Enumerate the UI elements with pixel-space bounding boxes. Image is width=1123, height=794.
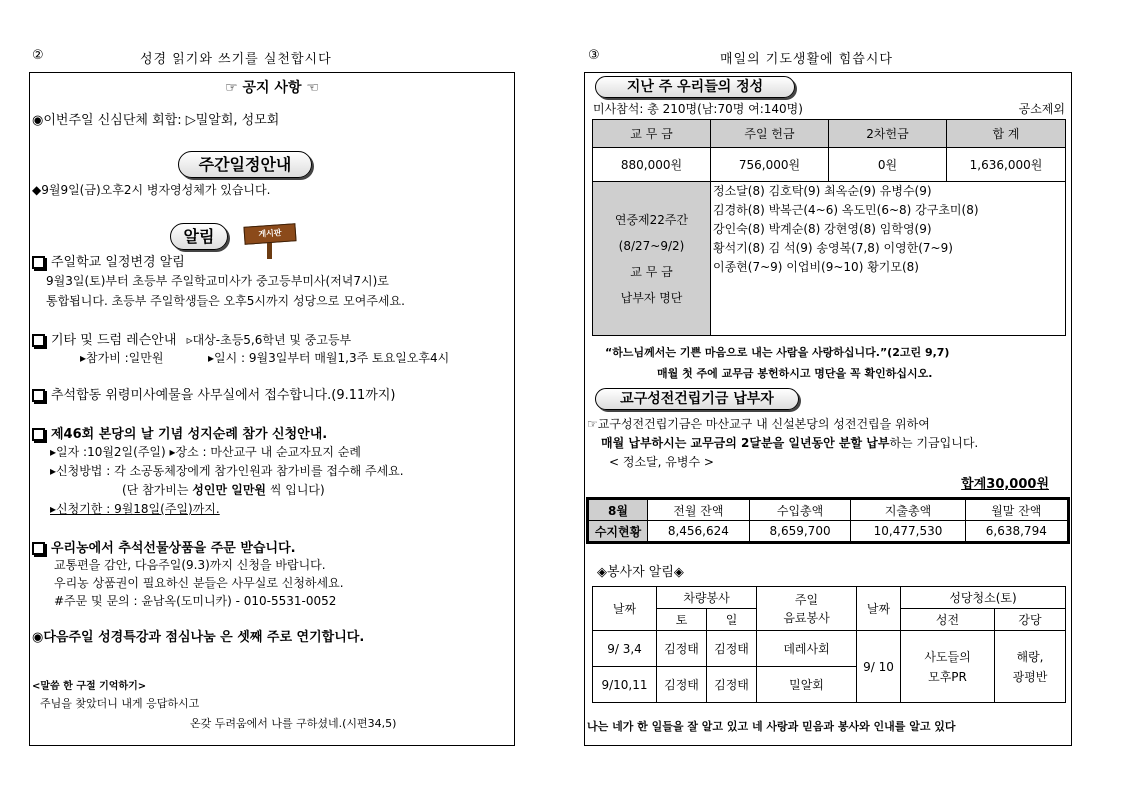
vol-row2-sat: 김정태 — [657, 667, 707, 703]
left-page — [29, 72, 515, 746]
s5-line3: #주문 및 문의 : 윤남옥(도미니카) - 010-5531-0052 — [54, 594, 337, 608]
offer-value: 0원 — [829, 148, 947, 182]
alert-title: 알림 — [170, 223, 228, 250]
donor-label-line: 교 무 금 — [630, 264, 673, 279]
weekly-schedule-title: 주간일정안내 — [178, 151, 312, 178]
checkbox-icon — [32, 256, 45, 269]
s5-line1: 교통편을 감안, 다음주일(9.3)까지 신청을 바랍니다. — [54, 558, 326, 572]
checkbox-icon — [32, 334, 45, 347]
s4-line3b: 성인만 일만원 — [192, 483, 267, 497]
vol-row2-date: 9/10,11 — [593, 667, 657, 703]
budget-label: 수지현황 — [588, 521, 648, 543]
page-number-right: ③ — [588, 48, 601, 63]
donor-line: 김경하(8) 박복근(4~6) 옥도민(6~8) 강구초미(8) — [713, 203, 979, 217]
vol-date-header: 날짜 — [593, 587, 657, 631]
budget-value: 8,659,700 — [749, 521, 851, 543]
budget-header: 수입총액 — [749, 499, 851, 521]
notice-title: ☞ 공지 사항 ☜ — [225, 80, 319, 96]
checkbox-icon — [32, 542, 45, 555]
donor-line: 황석기(8) 김 석(9) 송영복(7,8) 이영한(7~9) — [713, 241, 953, 255]
volunteer-title: ◈봉사자 알림◈ — [597, 565, 684, 580]
vol-row1-date: 9/ 3,4 — [593, 631, 657, 667]
donor-label — [593, 182, 711, 336]
fund-names: < 정소달, 유병수 > — [609, 455, 714, 469]
offer-value: 1,636,000원 — [947, 148, 1066, 182]
right-page — [584, 72, 1072, 746]
vol-row1-drink: 데레사회 — [757, 631, 857, 667]
vol-sanct-header: 성전 — [901, 609, 995, 631]
s4-line2: ▸신청방법 : 각 소공동체장에게 참가인원과 참가비를 접수해 주세요. — [50, 464, 404, 478]
vol-row1-sat: 김정태 — [657, 631, 707, 667]
donor-label-line: 연중제22주간 — [614, 212, 689, 227]
s1-line2: 통합됩니다. 초등부 주일학생들은 오후5시까지 성당으로 모여주세요. — [46, 294, 405, 308]
offer-value: 880,000원 — [593, 148, 711, 182]
s1-title: 주일학교 일정변경 알림 — [51, 255, 185, 270]
verse-title: <말씀 한 구절 기억하기> — [32, 681, 147, 692]
vol-row2-sun: 김정태 — [707, 667, 757, 703]
donor-line: 이종현(7~9) 이업비(9~10) 황기모(8) — [713, 260, 919, 274]
meeting-line: ◉이번주일 신심단체 회합: ▷밀알회, 성모회 — [32, 113, 280, 128]
checkbox-icon — [32, 428, 45, 441]
donor-line: 강인숙(8) 박계순(8) 강현영(8) 임학영(9) — [713, 222, 932, 236]
offer-header: 주일 헌금 — [711, 120, 829, 148]
offer-value: 756,000원 — [711, 148, 829, 182]
offer-header: 교 무 금 — [593, 120, 711, 148]
donor-list — [711, 182, 1066, 336]
attendance: 미사참석: 총 210명(남:70명 여:140명) — [593, 102, 803, 116]
budget-month: 8월 — [588, 499, 648, 521]
budget-value: 6,638,794 — [965, 521, 1068, 543]
fund-title: 교구성전건립기금 납부자 — [595, 388, 799, 410]
budget-header: 지출총액 — [851, 499, 965, 521]
vol-clean-sanct: 사도들의 모후PR — [901, 631, 995, 703]
s4-line4: ▸신청기한 : 9월18일(주일)까지. — [50, 502, 220, 516]
weekly-item: ◆9월9일(금)오후2시 병자영성체가 있습니다. — [32, 183, 271, 197]
offer-header: 2차헌금 — [829, 120, 947, 148]
s3-title: 추석합동 위령미사예물을 사무실에서 접수합니다.(9.11까지) — [51, 388, 396, 403]
budget-header: 전월 잔액 — [648, 499, 750, 521]
donor-label-line: (8/27~9/2) — [618, 238, 685, 253]
verse-line2: 온갖 두려움에서 나를 구하셨네.(시편34,5) — [190, 717, 397, 730]
s4-title: 제46회 본당의 날 기념 성지순례 참가 신청안내. — [51, 427, 328, 442]
budget-value: 10,477,530 — [851, 521, 965, 543]
s2-date: ▸일시 : 9월3일부터 매월1,3주 토요일오후4시 — [208, 351, 450, 365]
s4-line3c: 씩 입니다) — [266, 483, 325, 497]
budget-header: 월말 잔액 — [965, 499, 1068, 521]
s2-title: 기타 및 드럼 레슨안내 — [51, 333, 177, 348]
budget-table — [586, 497, 1070, 544]
s5-line2: 우리농 상품권이 필요하신 분들은 사무실로 신청하세요. — [54, 576, 344, 590]
header-right: 매일의 기도생활에 힘씁시다 — [720, 52, 893, 67]
bottom-verse: 나는 네가 한 일들을 잘 알고 있고 네 사랑과 믿음과 봉사와 인내를 알고 있다 — [587, 720, 956, 733]
s4-line1: ▸일자 :10월2일(주일) ▸장소 : 마산교구 내 순교자묘지 순례 — [50, 445, 361, 459]
public-note: 공소제외 — [1018, 102, 1065, 116]
s2-fee: ▸참가비 :일만원 — [80, 351, 164, 365]
vol-car-header: 차량봉사 — [657, 587, 757, 609]
s2-target: ▹대상-초등5,6학년 및 중고등부 — [186, 333, 352, 347]
donor-label-line: 납부자 명단 — [620, 290, 683, 305]
fund-line2b: 하는 기금입니다. — [889, 436, 979, 450]
vol-sun-header: 일 — [707, 609, 757, 631]
vol-sat-header: 토 — [657, 609, 707, 631]
s1-line1: 9월3일(토)부터 초등부 주일학교미사가 중고등부미사(저녁7시)로 — [46, 274, 389, 288]
vol-clean-header: 성당청소(토) — [901, 587, 1066, 609]
vol-drink-header: 주일 음료봉사 — [757, 587, 857, 631]
header-left: 성경 읽기와 쓰기를 실천합시다 — [140, 52, 332, 67]
vol-row1-sun: 김정태 — [707, 631, 757, 667]
vol-clean-hall: 해랑, 광평반 — [995, 631, 1066, 703]
quote-line2: 매월 첫 주에 교무금 봉헌하시고 명단을 꼭 확인하십시오. — [657, 367, 933, 380]
vol-hall-header: 강당 — [995, 609, 1066, 631]
vol-clean-date: 9/ 10 — [857, 631, 901, 703]
offer-header: 합 계 — [947, 120, 1066, 148]
fund-line2a: 매월 납부하시는 교무금의 2달분을 일년동안 분할 납부 — [601, 436, 890, 450]
next-week-line: ◉다음주일 성경특강과 점심나눔 은 셋째 주로 연기합니다. — [32, 630, 365, 645]
sign-text: 게시판 — [243, 223, 296, 245]
fund-total: 합계30,000원 — [961, 477, 1049, 492]
vol-row2-drink: 밀알회 — [757, 667, 857, 703]
s4-line3a: (단 참가비는 — [122, 483, 193, 497]
offering-title: 지난 주 우리들의 정성 — [595, 76, 795, 98]
checkbox-icon — [32, 389, 45, 402]
fund-line1: ☞교구성전건립기금은 마산교구 내 신설본당의 성전건립을 위하여 — [587, 417, 930, 431]
verse-line1: 주님을 찾았더니 내게 응답하시고 — [40, 697, 200, 710]
budget-value: 8,456,624 — [648, 521, 750, 543]
page-number-left: ② — [32, 48, 45, 63]
volunteer-table — [592, 586, 1066, 703]
quote-line1: “하느님께서는 기쁜 마음으로 내는 사람을 사랑하십니다.”(2고린 9,7) — [605, 346, 950, 359]
vol-date2-header: 날짜 — [857, 587, 901, 631]
offering-table — [592, 119, 1066, 336]
signpost-icon — [244, 221, 296, 259]
donor-line: 정소달(8) 김호탁(9) 최옥순(9) 유병수(9) — [713, 184, 932, 198]
s5-title: 우리농에서 추석선물상품을 주문 받습니다. — [51, 541, 296, 556]
